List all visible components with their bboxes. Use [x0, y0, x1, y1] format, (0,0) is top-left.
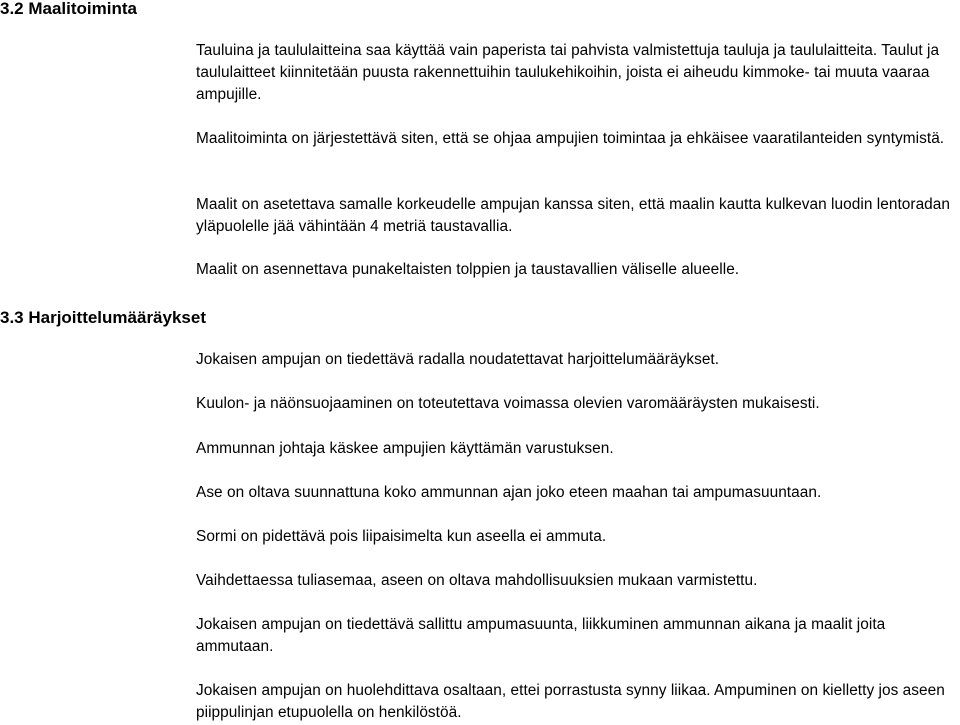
paragraph-target-materials: Tauluina ja taululaitteina saa käyttää vain paperista tai pahvista valmistettuja tauluja ja taululaitteita. Taulut ja taululaitteet kiinnitetään puusta rakennettuihin taulukehikoihin, joista ei aiheudu kimmoke- tai muuta vaaraa ampujille. [196, 42, 940, 103]
paragraph-rule-staggering: Jokaisen ampujan on huolehdittava osaltaan, ettei porrastusta synny liikaa. Ampuminen on kielletty jos aseen piippulinjan etupuolella on henkilöstöä. [196, 682, 945, 721]
paragraph-rule-position-change: Vaihdettaessa tuliasemaa, aseen on oltava mahdollisuuksien mukaan varmistettu. [196, 572, 758, 589]
paragraph-target-placement: Maalit on asennettava punakeltaisten tolppien ja taustavallien väliselle alueelle. [196, 261, 740, 278]
section-heading-maalitoiminta: 3.2 Maalitoiminta [0, 0, 137, 18]
section-heading-harjoittelumaaraykset: 3.3 Harjoittelumääräykset [0, 308, 206, 327]
paragraph-rule-protection: Kuulon- ja näönsuojaaminen on toteutettava voimassa olevien varomääräysten mukaisesti. [196, 395, 820, 412]
paragraph-rule-knowledge: Jokaisen ampujan on tiedettävä radalla noudatettavat harjoittelumääräykset. [196, 351, 720, 368]
paragraph-target-operations: Maalitoiminta on järjestettävä siten, että se ohjaa ampujien toimintaa ja ehkäisee vaaratilanteiden syntymistä. [196, 130, 945, 147]
paragraph-rule-equipment: Ammunnan johtaja käskee ampujien käyttämän varustuksen. [196, 440, 614, 457]
paragraph-rule-direction: Ase on oltava suunnattuna koko ammunnan ajan joko eteen maahan tai ampumasuuntaan. [196, 484, 822, 501]
paragraph-rule-shooting-direction: Jokaisen ampujan on tiedettävä sallittu ampumasuunta, liikkuminen ammunnan aikana ja maalit joita ammutaan. [196, 616, 886, 655]
paragraph-target-height: Maalit on asetettava samalle korkeudelle ampujan kanssa siten, että maalin kautta kulkevan luodin lentoradan yläpuolelle jää vähintään 4 metriä taustavallia. [196, 196, 951, 235]
paragraph-rule-trigger: Sormi on pidettävä pois liipaisimelta kun aseella ei ammuta. [196, 528, 607, 545]
